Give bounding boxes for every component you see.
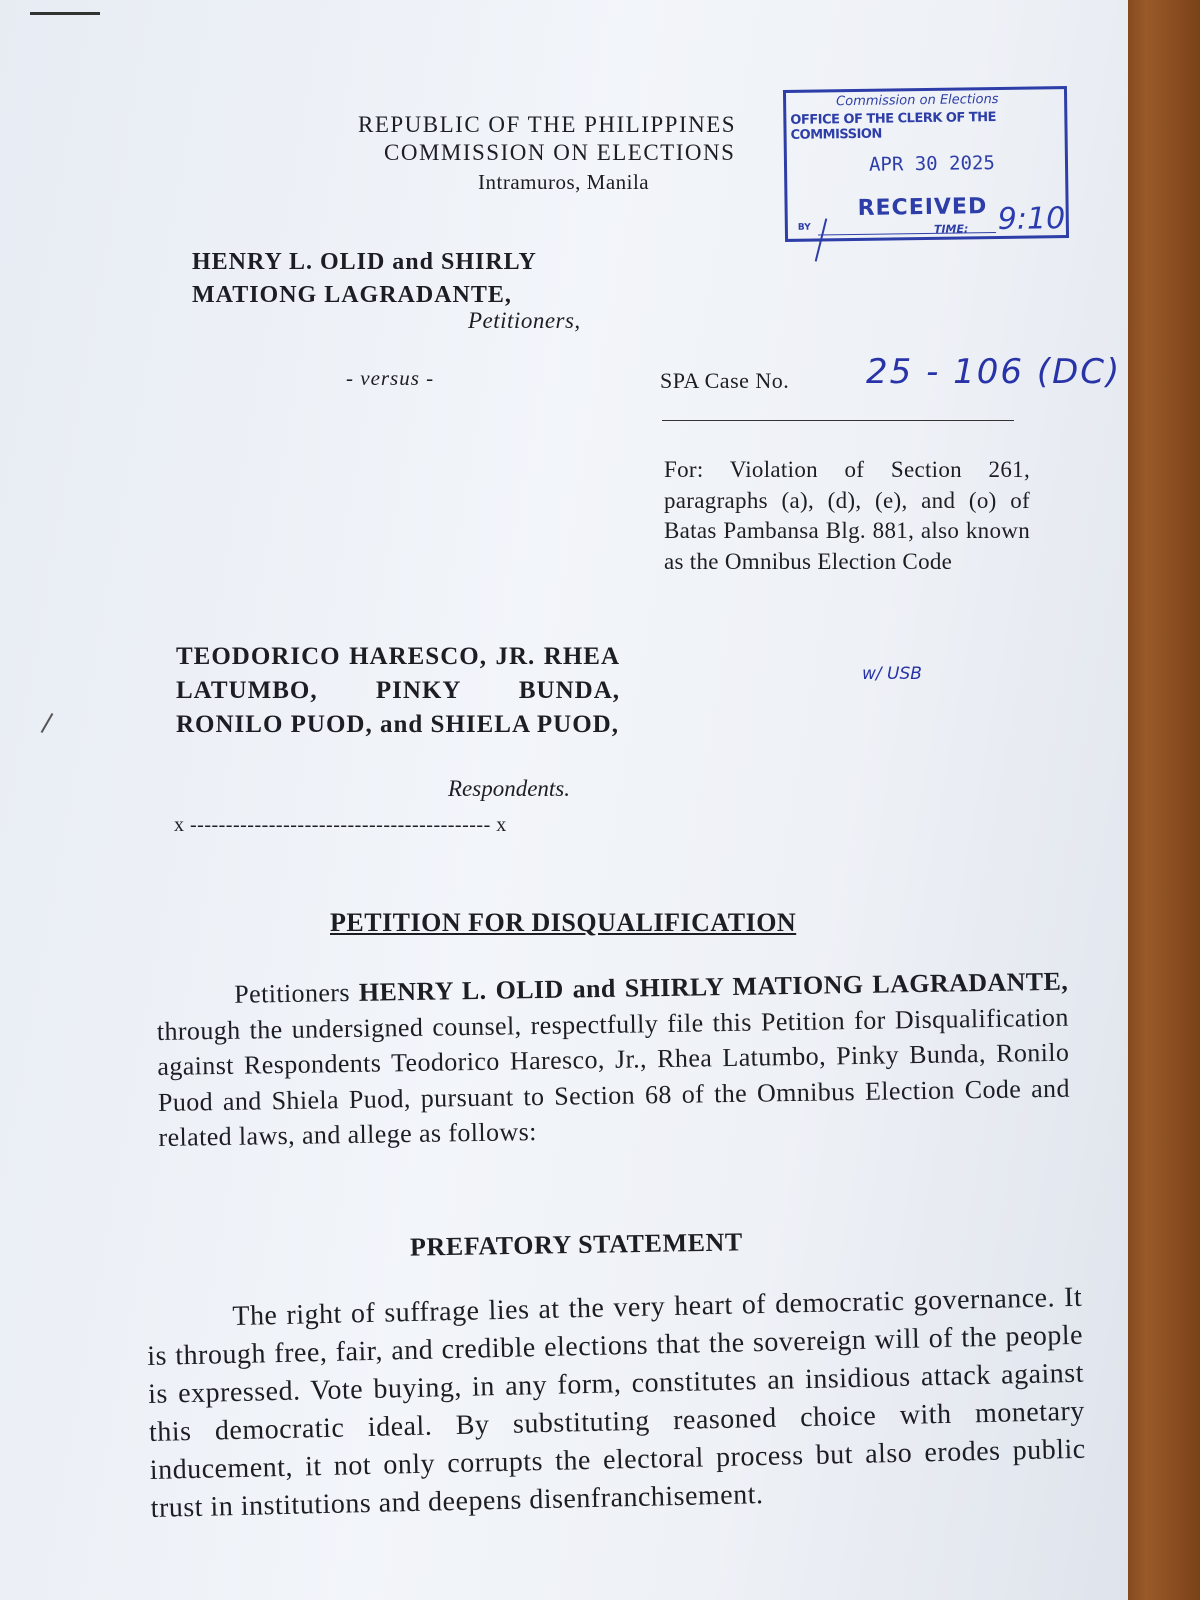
section-heading: PREFATORY STATEMENT bbox=[409, 1227, 744, 1262]
case-number-line bbox=[662, 420, 1014, 421]
pen-mark bbox=[30, 12, 100, 15]
case-number-label: SPA Case No. bbox=[660, 368, 790, 393]
prefatory-text: The right of suffrage lies at the very heart of democratic governance. It is through free, fair, and credible elections that the sovereign will of the people is expressed. Vote buying, in any form, constitutes an insidious attack against this democratic ideal. By substituting reasoned choice with monetary inducement, it not only corrupts the electoral process but also erodes public trust in institutions and deepens disenfranchisement. bbox=[146, 1281, 1086, 1524]
handwritten-note: w/ USB bbox=[862, 664, 922, 684]
intro-lead: Petitioners bbox=[234, 977, 351, 1009]
stamp-time-label: TIME: bbox=[933, 222, 969, 236]
stamp-by-label: BY bbox=[797, 222, 811, 233]
respondents-label: Respondents. bbox=[448, 776, 571, 801]
petitioner-names bbox=[192, 246, 537, 312]
header-location: Intramuros, Manila bbox=[478, 170, 650, 194]
caption-separator: x ------------------------------------------ x bbox=[174, 814, 507, 836]
intro-petitioner-names: HENRY L. OLID and SHIRLY MATIONG LAGRADANTE, bbox=[358, 966, 1069, 1007]
header-commission: COMMISSION ON ELECTIONS bbox=[384, 140, 736, 165]
intro-paragraph bbox=[156, 964, 1071, 1156]
respondent-names: TEODORICO HARESCO, JR. RHEA LATUMBO, PINKY BUNDA, RONILO PUOD, and SHIELA PUOD, bbox=[176, 643, 620, 738]
intro-body: through the undersigned counsel, respectfully file this Petition for Disqualification against Respondents Teodorico Haresco, Jr., Rhea Latumbo, Pinky Bunda, Ronilo Puod and Shiela Puod, pursuant to Section 68 of the Omnibus Election Code and related laws, and allege as follows: bbox=[156, 1002, 1071, 1152]
document-title: PETITION FOR DISQUALIFICATION bbox=[330, 908, 797, 937]
petitioner-names-line1: HENRY L. OLID and SHIRLY bbox=[192, 249, 537, 275]
stamp-received: RECEIVED bbox=[857, 194, 988, 221]
stamp-date: APR 30 2025 bbox=[868, 152, 995, 176]
case-number-handwritten: 25 - 106 (DC) bbox=[866, 352, 1122, 392]
petitioners-label: Petitioners, bbox=[468, 308, 581, 333]
petitioner-names-line2: MATIONG LAGRADANTE, bbox=[192, 282, 512, 308]
stamp-agency: Commission on Elections bbox=[836, 91, 999, 110]
stamp-signature-line bbox=[818, 232, 996, 235]
versus-label: - versus - bbox=[346, 366, 435, 390]
case-violation-description: For: Violation of Section 261, paragraphs (a), (d), (e), and (o) of Batas Pambansa Blg. 881, also known as the Omnibus Election Code bbox=[664, 457, 1030, 574]
prefatory-paragraph bbox=[146, 1279, 1087, 1528]
header-republic: REPUBLIC OF THE PHILIPPINES bbox=[358, 112, 737, 137]
stamp-time-handwritten: 9:10 bbox=[997, 201, 1066, 238]
margin-tick-mark bbox=[41, 713, 54, 733]
stamp-office: OFFICE OF THE CLERK OF THE COMMISSION bbox=[790, 110, 997, 143]
